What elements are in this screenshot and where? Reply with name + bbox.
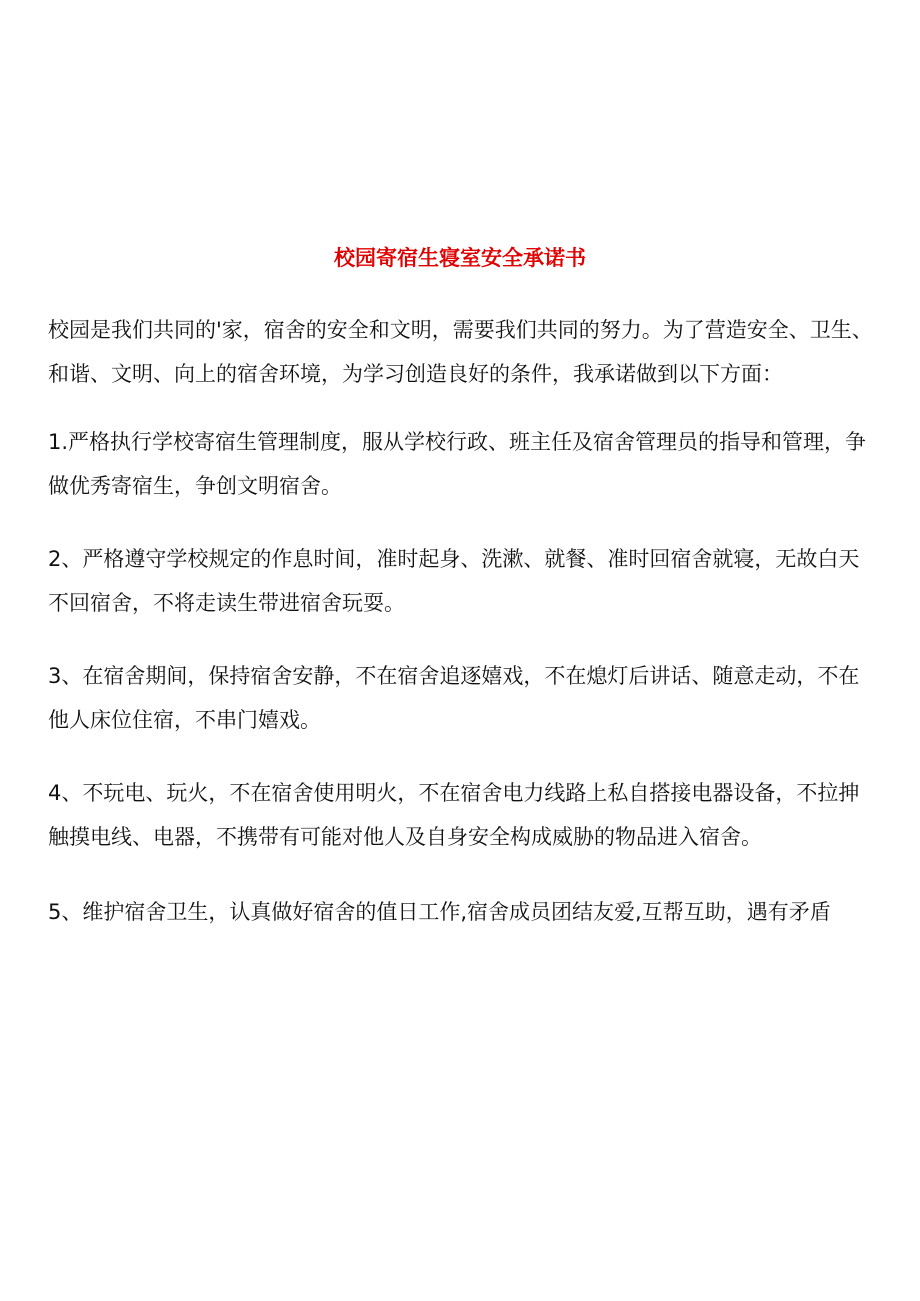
commitment-item-2: 2、严格遵守学校规定的作息时间，准时起身、洗漱、就餐、准时回宿舍就寝，无故白天不回宿舍，不将走读生带进宿舍玩耍。 xyxy=(48,547,860,615)
commitment-item-4: 4、不玩电、玩火，不在宿舍使用明火，不在宿舍电力线路上私自搭接电器设备，不拉抻触摸电线、电器，不携带有可能对他人及自身安全构成威胁的物品进入宿舍。 xyxy=(48,781,860,849)
document-title: 校园寄宿生寝室安全承诺书 xyxy=(334,246,586,270)
commitment-item-3: 3、在宿舍期间，保持宿舍安静，不在宿舍追逐嬉戏，不在熄灯后讲话、随意走动，不在他人床位住宿，不串门嬉戏。 xyxy=(48,664,860,732)
commitment-item-5: 5、维护宿舍卫生，认真做好宿舍的值日工作,宿舍成员团结友爱,互帮互助，遇有矛盾 xyxy=(48,900,831,924)
commitment-item-1: 1.严格执行学校寄宿生管理制度，服从学校行政、班主任及宿舍管理员的指导和管理，争做优秀寄宿生，争创文明宿舍。 xyxy=(48,430,867,498)
intro-paragraph: 校园是我们共同的'家，宿舍的安全和文明，需要我们共同的努力。为了营造安全、卫生、和谐、文明、向上的宿舍环境，为学习创造良好的条件，我承诺做到以下方面： xyxy=(48,318,873,386)
